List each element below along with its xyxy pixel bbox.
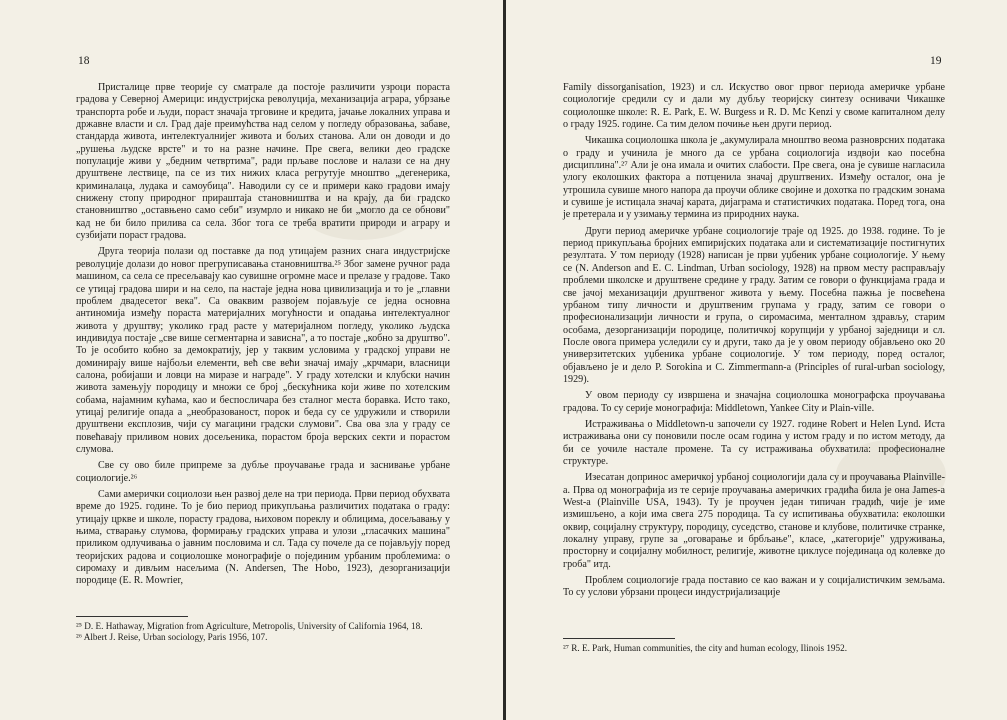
paragraph: У овом периоду су извршена и значајна социолошка монографска проучавања градова. То су серије монографија: Middletown, Yankee City и Plain-ville. (563, 390, 945, 414)
paragraph: Друга теорија полази од поставке да под утицајем разних снага индустријске револуције долази до новог прегруписавања становништва.²⁵ Због замене ручног рада машином, са села се пресељавају као сувишне огромне масе и прелазе у градове. Тако се утицај градова шири и на село, па настаје једна нова цивилизација и то је „главни проблем двадесетог века". Са оваквим развојем појављује се једна основна антиномија између пораста материјалних могућности и опадања интелектуалног живота у друштву; уколико град расте у материјалном погледу, уколико људска индивидуа постаје „све више сегментарна и зависна", а то постаје „кобно за друштво". То је особито кобно за демократију, јер у таквим условима у градској управи не доминирају више најбољи елементи, већ све већи значај имају „крчмари, власници салона, робијаши и ловци на мирaзе и награде". У граду хотелски и клубски начин живота замењују породицу и множи се број „бескућника који живе по хотелским собама, најамним кућама, као и беспосличара без сталног места боравка. Исто тако, утицај религије опада а „необразованост, порок и беда су се удружили и створили друштвени експлозив, чији су магацини градски слумови". Сва ова зла у граду се повећавају приливом нових досељеника, порастом броја верских секти и порастом слумова. (76, 246, 450, 455)
paragraph: Проблем социологије града поставио се као важан и у социјалистичким земљама. То су услови убрзани процеси индустријализације (563, 575, 945, 599)
paragraph: Истраживања o Middletown-u започели су 1927. године Robert и Helen Lynd. Иста истраживања они су поновили после осам година у истом граду и по истом методу, да би се уочиле настале промене. Та су истраживања обухватила: професионалне структуре. (563, 418, 945, 467)
paragraph: Family dissorganisation, 1923) и сл. Искуство овог првог периода америчке урбане социологије средили су и дали му дубљу теоријску синтезу оснивачи Чикашке социолошке школе: R. E. Park, E. W. Burgess и R. D. Mc Kenzi у своме капиталном делу о граду 1925. године. Са тим делом почиње њен други период. (563, 82, 945, 131)
body-text (76, 82, 450, 592)
footnote-rule (563, 638, 675, 639)
page-number: 19 (930, 55, 942, 67)
footnotes (76, 616, 450, 643)
paragraph: Чикашка социолошка школа је „акумулирала мноштво веома разноврсних података о граду и учинила је много да се урбана социологија издвоји као посебна дисциплина".²⁷ Али је она имала и очитих слабости. Пре свега, она је сувише нагласила улогу еколошких фактора а потценила значај друштвених. Између осталог, она је утрошила сувише много напора да проучи облике својине и дохотка по градским зонама и сувише је истицала значај карата, дијаграма и статистичких података. Поред тога, она је претерала и у узимању термина из природних наука. (563, 135, 945, 221)
paragraph: Сами амерички социолози њен развој деле на три периода. Први период обухвата време до 1925. године. То је био период прикупљања различитих података о граду: утицају цркве и школе, порасту градова, њиховом пореклу и облицима, досељавању у њима, стварању слумова, формирању градских управа и улози „гласачких машина" приликом одлучивања о јавним пословима и сл. Тада су почеле да се појављују поред теоријских радова и социолошке монографије о појединим урбаним проблемима: о сиромаху и дивљим насељима (N. Andersen, The Hobo, 1923), дезорганизацији породице (E. R. Mowrier, (76, 489, 450, 587)
footnotes (563, 638, 945, 654)
footnote: ²⁵ D. E. Hathaway, Migration from Agriculture, Metropolis, University of California 1964, 18. (76, 621, 423, 631)
footnote: ²⁶ Albert J. Reise, Urban sociology, Paris 1956, 107. (76, 632, 268, 643)
right-page (506, 0, 1007, 720)
paragraph: Присталице прве теорије су сматрале да постоје различити узроци пораста градова у Северној Америци: индустријска револуција, механизација аграра, убрзање транспорта робе и људи, пораст значаја трговине и кредита, јачање локалних управа и државне власти и сл. Град даје преимућства над селом у погледу образовања, забаве, стандарда живота, интелектуалнијег живота и бољих станова. Али он доводи и до „рушења људске врсте" и то на разне начине. Пре свега, велики део градске популације живи у „бедним четвртима", ради прљаве послове и налази се на дну друштвене лествице, па се из тих нижих класа регрутује мноштво „дегенерика, криминалаца, лудака и самоубица". Наводили су се и примери како градови имају снижену стопу природног прираштаја становништва и на крају, да би градско становништво „оставњено само себи" изумрло и никако не би „могло да се обнови" кад не би било прилива са села. Због тога се треба вратити природи и аграру и сузбијати пораст градова. (76, 82, 450, 242)
paragraph: Други период америчке урбане социологије траје од 1925. до 1938. године. То је период прикупљања бројних емпиријских података али и систематизације постигнутих резултата. У том периоду (1928) написан је први уџбеник урбане социологије. У њему се (N. Anderson and E. C. Lindman, Urban sociology, 1928) на првом месту расправљају проблеми школске и друштвене средине у граду. Затим се говори о функцијама града и све јачој механизацији друштвеног живота у њему. Посебна пажња је посвећена урбаном типу личности и друштвеним групама у граду, затим се говори о професионализацији личности и група, о сиромасима, менталном здрављу, старим особама, дезорганизацији породице, политичкој корупцији у урбаној заједници и сл. После овога примера уследили су и други, тако да је у овом периоду објављено око 20 универзитетских уџбеника урбане социологије. У том периоду, поред осталог, објављено је и дело P. Sorokina и C. Zimmermann-a (Principles of rural-urban sociology, 1929). (563, 225, 945, 385)
footnote-rule (76, 616, 188, 617)
footnote: ²⁷ R. E. Park, Human communities, the city and human ecology, Ilinois 1952. (563, 643, 848, 653)
left-page (0, 0, 503, 720)
page-number: 18 (78, 55, 90, 67)
paragraph: Изесатан допринос америчкој урбаној социологији дала су и проучавања Plainville-a. Прва од монографија из те серије проучавања америчких градића била је она James-a West-a (Plainville USA, 1943). Ту је проучен један типичан градић, чије је име измишљено, а који има свега 275 породица. Та су испитивања обухватила: еколошки оквир, социјалну структуру, породицу, суседство, станове и клубове, политичке странке, локалну управу, групе за „оговарање и брбљање", класе, „категорије" удруживања, просторну и социјалну мобилност, религије, животне циклусе појединаца од колевке до гроба" итд. (563, 472, 945, 570)
paragraph: Све су ово биле припреме за дубље проучавање града и заснивање урбане социологије.²⁶ (76, 460, 450, 484)
body-text (563, 82, 945, 604)
